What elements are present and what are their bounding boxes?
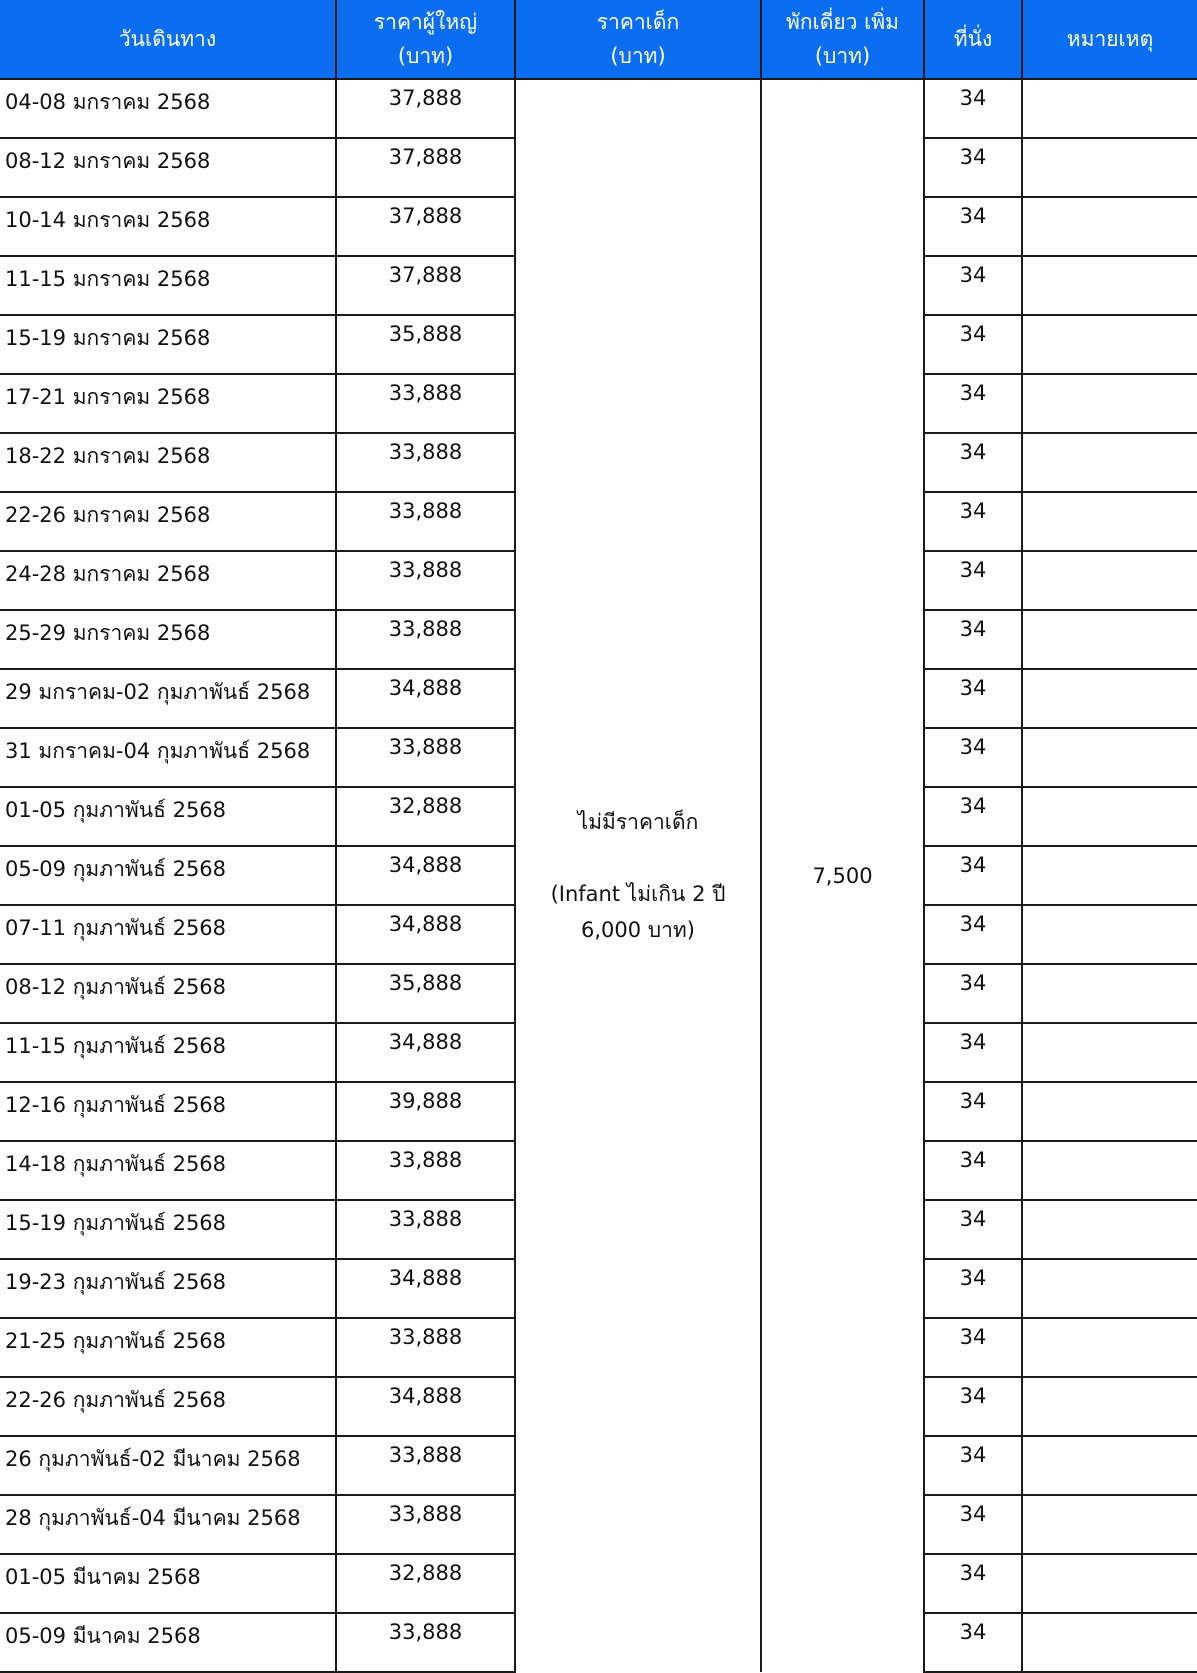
cell-adult-price: 33,888: [336, 1613, 515, 1672]
cell-seats: 34: [924, 1377, 1022, 1436]
cell-seats: 34: [924, 79, 1022, 138]
cell-seats: 34: [924, 728, 1022, 787]
cell-travel-date: 04-08 มกราคม 2568: [0, 79, 336, 138]
cell-seats: 34: [924, 905, 1022, 964]
cell-seats: 34: [924, 138, 1022, 197]
cell-adult-price: 37,888: [336, 256, 515, 315]
cell-remark: [1022, 905, 1197, 964]
cell-travel-date: 22-26 กุมภาพันธ์ 2568: [0, 1377, 336, 1436]
table-body: [0, 79, 1197, 1672]
cell-adult-price: 32,888: [336, 787, 515, 846]
cell-seats: 34: [924, 1259, 1022, 1318]
cell-adult-price: 33,888: [336, 1141, 515, 1200]
cell-seats: 34: [924, 1495, 1022, 1554]
cell-travel-date: 31 มกราคม-04 กุมภาพันธ์ 2568: [0, 728, 336, 787]
cell-seats: 34: [924, 315, 1022, 374]
header-child-price: ราคาเด็ก (บาท): [515, 0, 761, 79]
cell-travel-date: 22-26 มกราคม 2568: [0, 492, 336, 551]
cell-adult-price: 37,888: [336, 79, 515, 138]
cell-adult-price: 39,888: [336, 1082, 515, 1141]
cell-adult-price: 33,888: [336, 728, 515, 787]
cell-seats: 34: [924, 610, 1022, 669]
cell-remark: [1022, 1082, 1197, 1141]
cell-travel-date: 25-29 มกราคม 2568: [0, 610, 336, 669]
header-remark: หมายเหตุ: [1022, 0, 1197, 79]
cell-seats: 34: [924, 492, 1022, 551]
cell-travel-date: 15-19 มกราคม 2568: [0, 315, 336, 374]
child-note-line-2: (Infant ไม่เกิน 2 ปี: [550, 882, 726, 906]
cell-travel-date: 15-19 กุมภาพันธ์ 2568: [0, 1200, 336, 1259]
cell-remark: [1022, 492, 1197, 551]
cell-seats: 34: [924, 1554, 1022, 1613]
child-note-line-1: ไม่มีราคาเด็ก: [577, 810, 699, 834]
cell-seats: 34: [924, 374, 1022, 433]
cell-remark: [1022, 197, 1197, 256]
cell-remark: [1022, 1377, 1197, 1436]
cell-adult-price: 32,888: [336, 1554, 515, 1613]
cell-travel-date: 11-15 มกราคม 2568: [0, 256, 336, 315]
cell-remark: [1022, 728, 1197, 787]
cell-remark: [1022, 610, 1197, 669]
cell-remark: [1022, 1436, 1197, 1495]
cell-seats: 34: [924, 1141, 1022, 1200]
cell-remark: [1022, 1613, 1197, 1672]
cell-adult-price: 33,888: [336, 1200, 515, 1259]
cell-adult-price: 33,888: [336, 374, 515, 433]
cell-seats: 34: [924, 256, 1022, 315]
cell-travel-date: 10-14 มกราคม 2568: [0, 197, 336, 256]
cell-remark: [1022, 551, 1197, 610]
cell-travel-date: 19-23 กุมภาพันธ์ 2568: [0, 1259, 336, 1318]
cell-adult-price: 33,888: [336, 1436, 515, 1495]
cell-adult-price: 35,888: [336, 964, 515, 1023]
cell-seats: 34: [924, 1200, 1022, 1259]
cell-seats: 34: [924, 1082, 1022, 1141]
cell-seats: 34: [924, 1023, 1022, 1082]
cell-travel-date: 12-16 กุมภาพันธ์ 2568: [0, 1082, 336, 1141]
cell-remark: [1022, 433, 1197, 492]
cell-travel-date: 29 มกราคม-02 กุมภาพันธ์ 2568: [0, 669, 336, 728]
header-single-supplement: พักเดี่ยว เพิ่ม (บาท): [761, 0, 924, 79]
cell-travel-date: 01-05 มีนาคม 2568: [0, 1554, 336, 1613]
cell-remark: [1022, 1495, 1197, 1554]
cell-remark: [1022, 1023, 1197, 1082]
cell-remark: [1022, 374, 1197, 433]
cell-seats: 34: [924, 1613, 1022, 1672]
cell-travel-date: 18-22 มกราคม 2568: [0, 433, 336, 492]
cell-remark: [1022, 669, 1197, 728]
cell-seats: 34: [924, 964, 1022, 1023]
cell-remark: [1022, 964, 1197, 1023]
cell-remark: [1022, 315, 1197, 374]
cell-travel-date: 08-12 กุมภาพันธ์ 2568: [0, 964, 336, 1023]
table-header-row: [0, 0, 1197, 79]
cell-seats: 34: [924, 846, 1022, 905]
cell-single-supplement: 7,500: [761, 79, 924, 1672]
cell-travel-date: 14-18 กุมภาพันธ์ 2568: [0, 1141, 336, 1200]
cell-travel-date: 11-15 กุมภาพันธ์ 2568: [0, 1023, 336, 1082]
cell-travel-date: 07-11 กุมภาพันธ์ 2568: [0, 905, 336, 964]
cell-adult-price: 34,888: [336, 1023, 515, 1082]
cell-travel-date: 08-12 มกราคม 2568: [0, 138, 336, 197]
cell-remark: [1022, 79, 1197, 138]
cell-adult-price: 37,888: [336, 197, 515, 256]
cell-adult-price: 33,888: [336, 551, 515, 610]
cell-adult-price: 33,888: [336, 610, 515, 669]
cell-seats: 34: [924, 669, 1022, 728]
cell-travel-date: 17-21 มกราคม 2568: [0, 374, 336, 433]
header-adult-price: ราคาผู้ใหญ่ (บาท): [336, 0, 515, 79]
cell-seats: 34: [924, 551, 1022, 610]
cell-seats: 34: [924, 433, 1022, 492]
cell-remark: [1022, 138, 1197, 197]
cell-remark: [1022, 1318, 1197, 1377]
cell-travel-date: 24-28 มกราคม 2568: [0, 551, 336, 610]
cell-adult-price: 37,888: [336, 138, 515, 197]
cell-child-price-note: [515, 79, 761, 1672]
cell-remark: [1022, 1200, 1197, 1259]
cell-remark: [1022, 256, 1197, 315]
cell-remark: [1022, 1554, 1197, 1613]
cell-travel-date: 01-05 กุมภาพันธ์ 2568: [0, 787, 336, 846]
cell-travel-date: 21-25 กุมภาพันธ์ 2568: [0, 1318, 336, 1377]
cell-travel-date: 28 กุมภาพันธ์-04 มีนาคม 2568: [0, 1495, 336, 1554]
cell-travel-date: 05-09 กุมภาพันธ์ 2568: [0, 846, 336, 905]
cell-remark: [1022, 787, 1197, 846]
cell-adult-price: 35,888: [336, 315, 515, 374]
cell-adult-price: 34,888: [336, 905, 515, 964]
cell-travel-date: 05-09 มีนาคม 2568: [0, 1613, 336, 1672]
cell-adult-price: 33,888: [336, 1318, 515, 1377]
cell-adult-price: 34,888: [336, 669, 515, 728]
cell-seats: 34: [924, 1318, 1022, 1377]
cell-seats: 34: [924, 197, 1022, 256]
cell-remark: [1022, 846, 1197, 905]
cell-seats: 34: [924, 787, 1022, 846]
cell-adult-price: 33,888: [336, 492, 515, 551]
cell-adult-price: 34,888: [336, 1377, 515, 1436]
cell-remark: [1022, 1259, 1197, 1318]
header-seats: ที่นั่ง: [924, 0, 1022, 79]
cell-seats: 34: [924, 1436, 1022, 1495]
cell-adult-price: 33,888: [336, 1495, 515, 1554]
cell-adult-price: 33,888: [336, 433, 515, 492]
cell-adult-price: 34,888: [336, 846, 515, 905]
header-travel-date: วันเดินทาง: [0, 0, 336, 79]
cell-remark: [1022, 1141, 1197, 1200]
cell-adult-price: 34,888: [336, 1259, 515, 1318]
cell-travel-date: 26 กุมภาพันธ์-02 มีนาคม 2568: [0, 1436, 336, 1495]
child-note-line-3: 6,000 บาท): [581, 918, 695, 942]
table-row: [0, 79, 1197, 138]
